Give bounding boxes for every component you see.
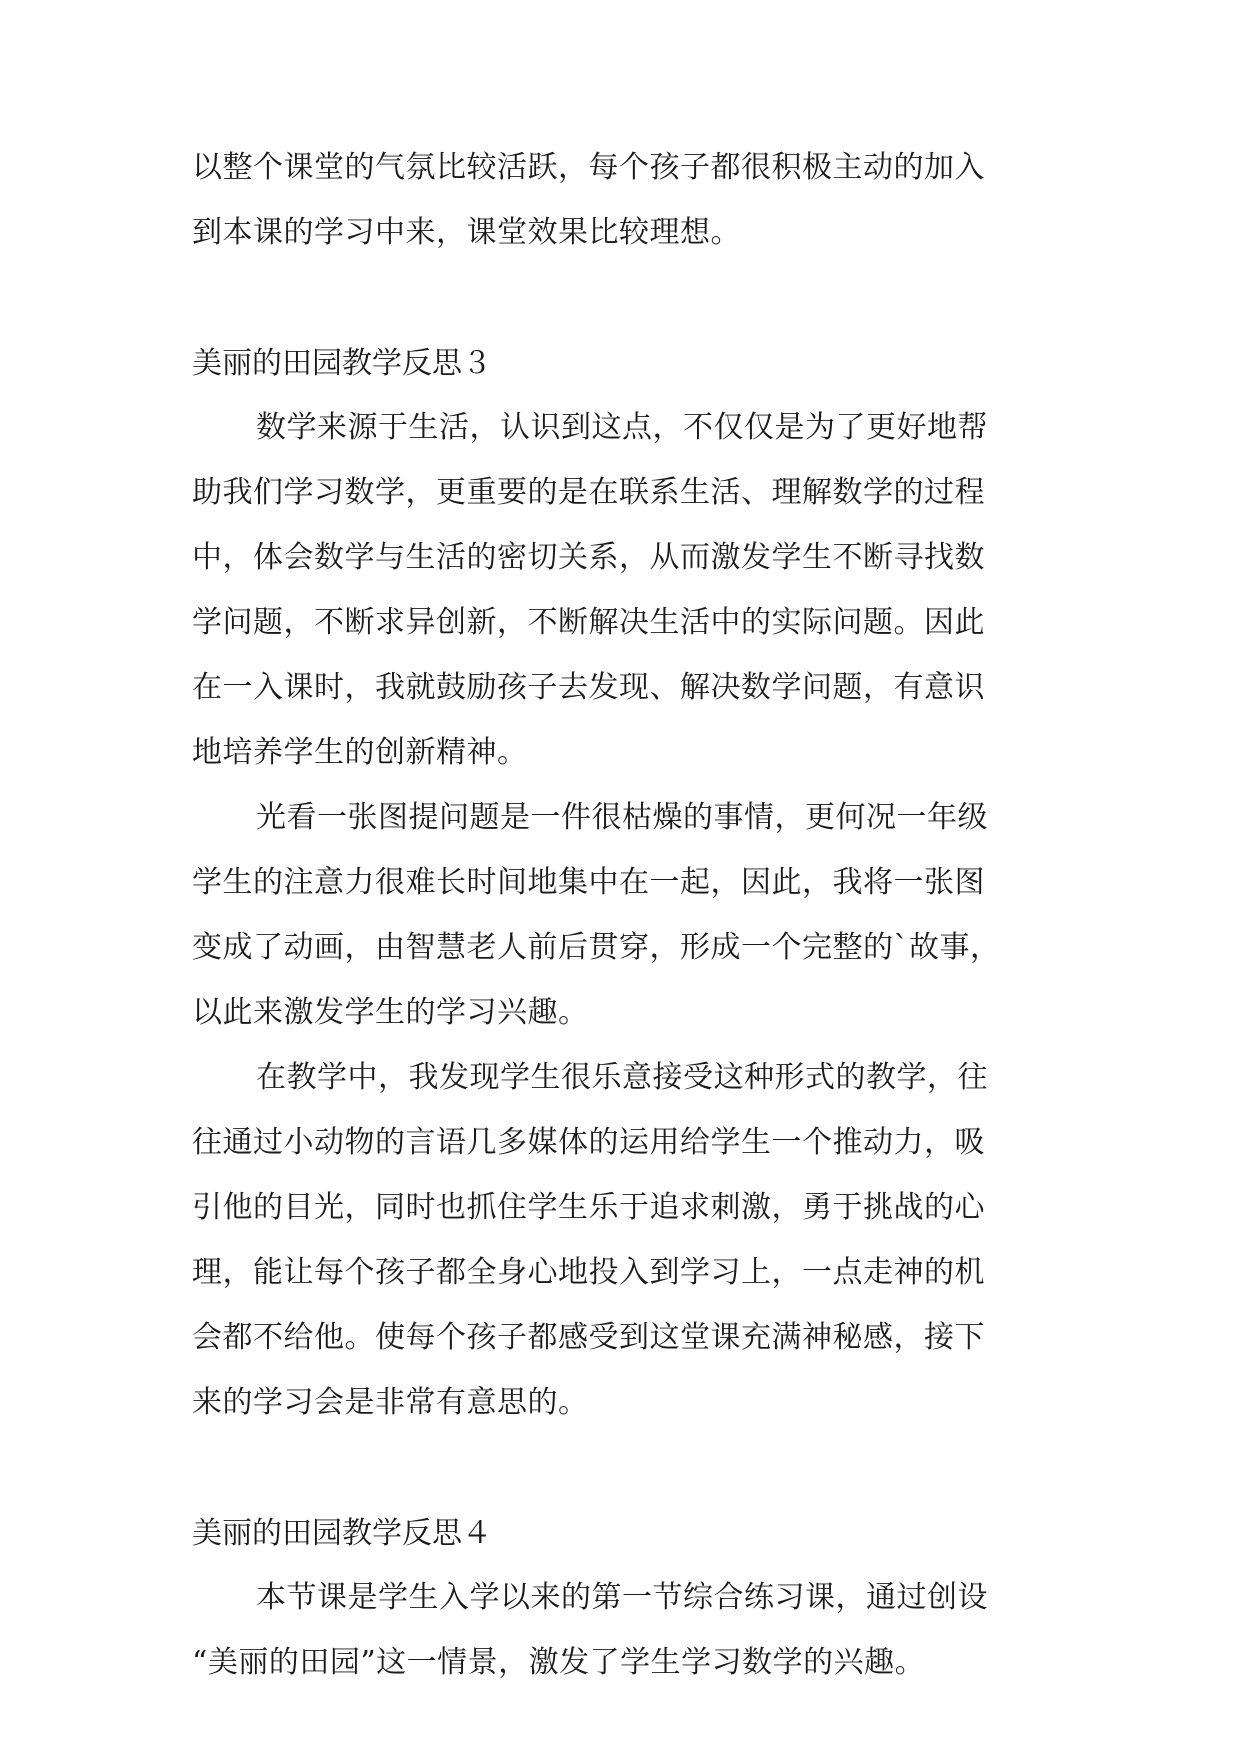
s3-p1-line-1: 数学来源于生活，认识到这点，不仅仅是为了更好地帮	[256, 410, 988, 445]
s3-p3-line-6: 来的学习会是非常有意思的。	[192, 1385, 589, 1420]
s3-p3-line-1: 在教学中，我发现学生很乐意接受这种形式的教学，往	[256, 1060, 988, 1095]
s4-p1-line-2: “美丽的田园”这一情景，激发了学生学习数学的兴趣。	[192, 1645, 926, 1680]
s3-p1-line-2: 助我们学习数学，更重要的是在联系生活、理解数学的过程	[192, 475, 985, 510]
s3-p1-line-3: 中，体会数学与生活的密切关系，从而激发学生不断寻找数	[192, 540, 985, 575]
s3-p2-line-2: 学生的注意力很难长时间地集中在一起，因此，我将一张图	[192, 865, 985, 900]
s3-p2-line-1: 光看一张图提问题是一件很枯燥的事情，更何况一年级	[256, 800, 988, 835]
s3-p1-line-5: 在一入课时，我就鼓励孩子去发现、解决数学问题，有意识	[192, 670, 985, 705]
s3-p1-line-6: 地培养学生的创新精神。	[192, 735, 528, 770]
s3-p3-line-2: 往通过小动物的言语几多媒体的运用给学生一个推动力，吸	[192, 1125, 985, 1160]
intro-line-2: 到本课的学习中来，课堂效果比较理想。	[192, 215, 741, 250]
s3-p3-line-5: 会都不给他。使每个孩子都感受到这堂课充满神秘感，接下	[192, 1320, 985, 1355]
s4-p1-line-1: 本节课是学生入学以来的第一节综合练习课，通过创设	[256, 1580, 988, 1615]
s3-p3-line-4: 理，能让每个孩子都全身心地投入到学习上，一点走神的机	[192, 1255, 985, 1290]
section-4-heading: 美丽的田园教学反思４	[192, 1516, 492, 1551]
s3-p3-line-3: 引他的目光，同时也抓住学生乐于追求刺激，勇于挑战的心	[192, 1190, 985, 1225]
s3-p1-line-4: 学问题，不断求异创新，不断解决生活中的实际问题。因此	[192, 605, 985, 640]
section-3-heading: 美丽的田园教学反思３	[192, 346, 492, 381]
s3-p2-line-3: 变成了动画，由智慧老人前后贯穿，形成一个完整的`故事，	[192, 930, 1001, 965]
intro-line-1: 以整个课堂的气氛比较活跃，每个孩子都很积极主动的加入	[192, 150, 985, 185]
s3-p2-line-4: 以此来激发学生的学习兴趣。	[192, 995, 589, 1030]
